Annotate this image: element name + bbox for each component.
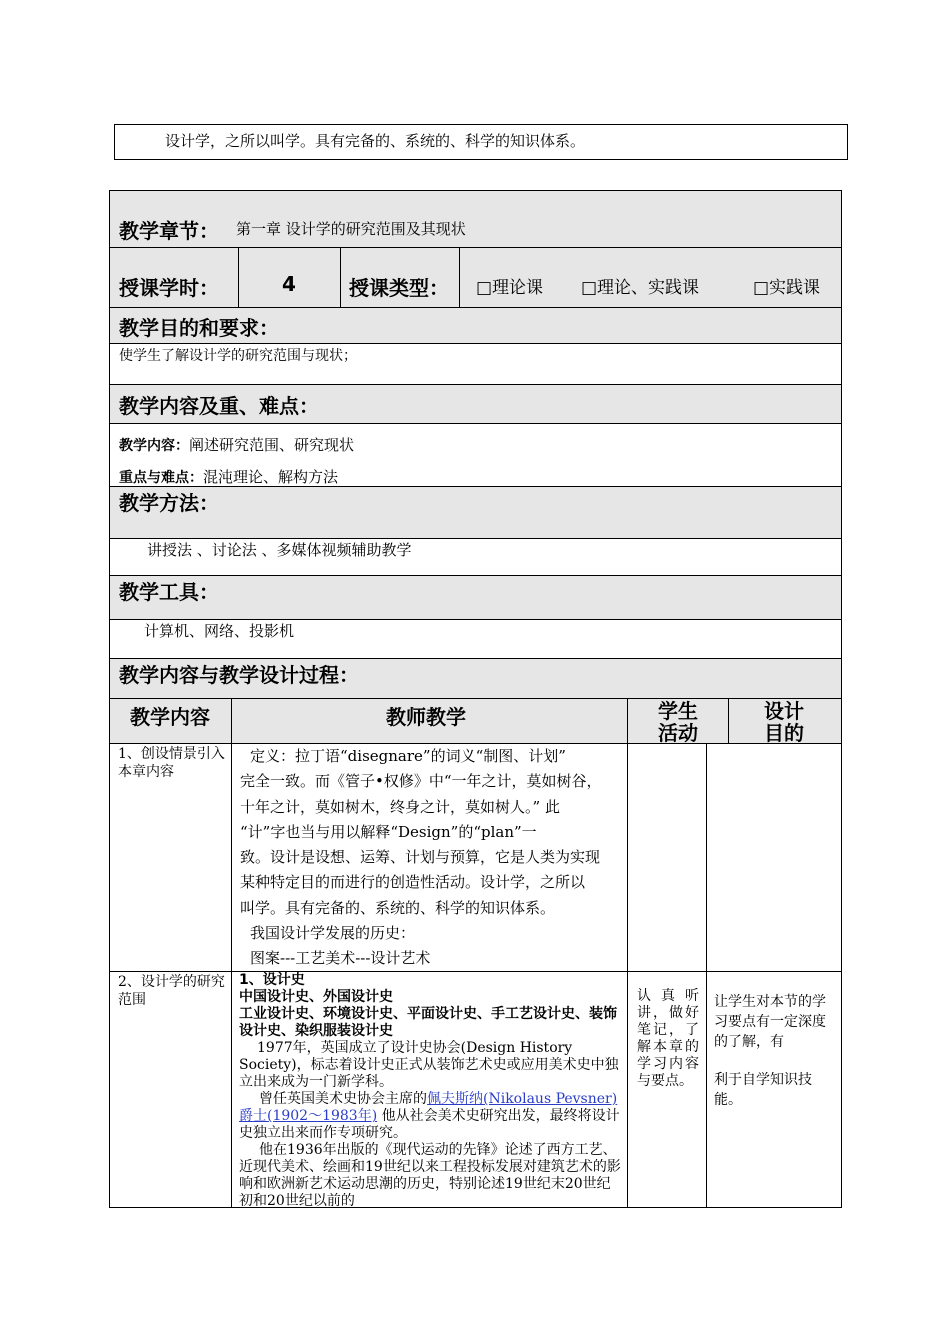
content-header [109, 384, 842, 424]
hours-value: 4 [282, 272, 296, 296]
methods-body [109, 538, 842, 576]
hours-row [109, 247, 842, 308]
process-columns-header [109, 698, 842, 744]
tools-body [109, 619, 842, 659]
row1-teacher-text [240, 744, 625, 972]
top-box-text: 设计学，之所以叫学。具有完备的、系统的、科学的知识体系。 [165, 132, 586, 150]
row1-line-5: 致。设计是设想、运筹、计划与预算，它是人类为实现 [240, 848, 601, 867]
row1-line-8: 我国设计学发展的历史： [250, 924, 416, 943]
row2-heading-design-history: 1、设计史 [239, 972, 305, 988]
methods-header [109, 486, 842, 539]
methods-label: 教学方法： [119, 491, 219, 515]
chapter-value: 第一章 设计学的研究范围及其现状 [236, 220, 466, 238]
process-row-2 [109, 971, 842, 1208]
goals-label: 教学目的和要求： [119, 316, 279, 340]
course-type-option-theory-practice[interactable]: □理论、实践课 [581, 278, 700, 298]
content-sub-text: 阐述研究范围、研究现状 [189, 436, 355, 454]
row2-design-purpose [714, 992, 836, 1110]
pevsner-link[interactable]: 佩夫斯纳(Nikolaus Pevsner)爵士(1902～1983年) [239, 1091, 618, 1124]
row2-para-3: 他在1936年出版的《现代运动的先锋》论述了西方工艺、近现代美术、绘画和19世纪以来工程投标发展对建筑艺术的影响和欧洲新艺术运动思潮的历史，特别论述19世纪末20世纪初和20世纪以前的 [239, 1142, 621, 1209]
tools-text: 计算机、网络、投影机 [144, 622, 295, 640]
content-body [109, 423, 842, 487]
course-type-option-practice[interactable]: □实践课 [753, 278, 821, 298]
process-header [109, 658, 842, 699]
row1-line-7: 叫学。具有完备的、系统的、科学的知识体系。 [240, 898, 556, 917]
row2-para-2-pre: 曾任英国美术史协会主席的 [259, 1091, 427, 1107]
key-points-label: 重点与难点： [119, 470, 203, 486]
row1-line-6: 某种特定目的而进行的创造性活动。设计学，之所以 [240, 873, 586, 892]
goals-header [109, 307, 842, 344]
col-header-purpose: 设计 目的 [764, 699, 804, 745]
course-type-label: 授课类型： [349, 276, 449, 300]
row2-heading-cn-foreign: 中国设计史、外国设计史 [239, 989, 393, 1005]
course-type-option-theory[interactable]: □理论课 [476, 278, 544, 298]
content-sub-label: 教学内容： [119, 438, 189, 454]
hours-label: 授课学时： [119, 276, 219, 300]
goals-text: 使学生了解设计学的研究范围与现状； [119, 348, 357, 364]
process-label: 教学内容与教学设计过程： [119, 663, 359, 687]
tools-label: 教学工具： [119, 580, 219, 604]
row2-topic: 2、设计学的研究范围 [118, 974, 225, 1008]
row1-line-1: 定义：拉丁语“disegnare”的词义“制图、计划” [250, 747, 566, 765]
row2-teacher-text [239, 972, 621, 1210]
row1-line-9: 图案---工艺美术---设计艺术 [250, 949, 431, 968]
row2-purpose-2: 利于自学知识技能。 [714, 1072, 812, 1108]
row1-line-3: 十年之计，莫如树木，终身之计，莫如树人。” 此 [240, 797, 560, 816]
row2-para-2-post: 他从社会美术史研究出发，最终将设计史独立出来而作专项研究。 [239, 1108, 620, 1141]
lesson-plan-table [109, 190, 842, 1208]
tools-header [109, 575, 842, 620]
row2-heading-fields: 工业设计史、环境设计史、平面设计史、手工艺设计史、装饰设计史、染织服装设计史 [239, 1006, 617, 1039]
row1-topic: 1、创设情景引入本章内容 [118, 746, 225, 780]
row2-para-1: 1977年，英国成立了设计史协会(Design History Society)，标志着设计史正式从装饰艺术史或应用美术史中独立出来成为一门新学科。 [239, 1040, 619, 1090]
col-header-student: 学生 活动 [658, 699, 698, 745]
row2-para-2 [239, 1091, 621, 1142]
col-header-content: 教学内容 [130, 705, 210, 729]
row1-line-4: “计”字也当与用以解释“Design”的“plan”一 [240, 822, 537, 841]
chapter-label: 教学章节： [119, 219, 219, 243]
chapter-row [109, 190, 842, 248]
row2-purpose-1: 让学生对本节的学习要点有一定深度的了解，有 [714, 994, 826, 1050]
col-header-teacher: 教师教学 [386, 705, 466, 729]
methods-text: 讲授法 、讨论法 、多媒体视频辅助教学 [147, 541, 412, 559]
row1-line-2: 完全一致。而《管子•权修》中“一年之计，莫如树谷， [240, 772, 602, 791]
row2-student-activity: 认真听讲，做好笔记，了解本章的学习内容与要点。 [637, 988, 699, 1089]
content-label: 教学内容及重、难点： [119, 394, 319, 418]
key-points-text: 混沌理论、解构方法 [203, 468, 339, 486]
goals-body [109, 343, 842, 385]
top-text-box [114, 124, 848, 160]
process-row-1 [109, 743, 842, 972]
